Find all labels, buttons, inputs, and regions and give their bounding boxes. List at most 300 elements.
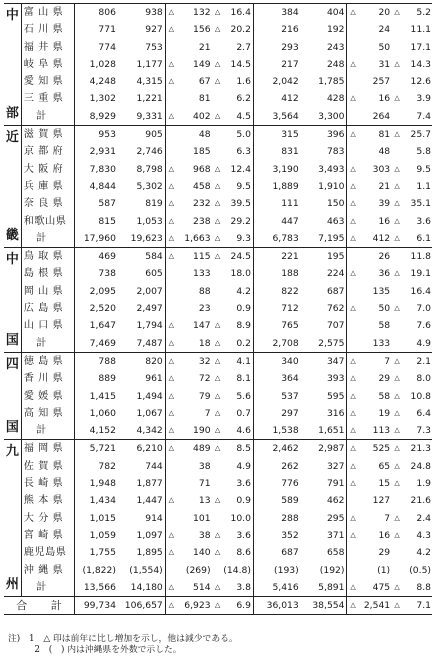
change-b-amount: 21 (378, 180, 391, 192)
increase-mark: △ (214, 59, 221, 68)
grand-total-row (4, 597, 432, 615)
value-b-previous: 707 (301, 317, 347, 334)
increase-mark (213, 562, 223, 579)
increase-mark: △ (394, 582, 400, 591)
prefecture-name: 宮 崎 県 (21, 527, 75, 544)
value-previous: 1,895 (118, 544, 165, 561)
change-b-rate: 3.6 (416, 215, 431, 227)
change-amount: 133 (193, 268, 211, 280)
value-current: 1,647 (89, 320, 116, 332)
change-rate: 5.6 (222, 388, 253, 405)
prefecture-name: 沖 縄 県 (21, 562, 75, 579)
change-amount: 514 (193, 581, 211, 593)
value-b-previous: 393 (301, 370, 347, 387)
value-previous: 4,342 (118, 422, 165, 440)
increase-mark: △ (394, 181, 400, 190)
increase-mark (347, 335, 358, 353)
value-b-previous: 396 (301, 126, 347, 144)
increase-mark: △ (350, 233, 356, 242)
prefecture-name: 岡 山 県 (21, 283, 75, 300)
table-row (4, 544, 432, 561)
value-b-previous: 3,300 (301, 108, 347, 126)
prefecture-name: 鳥 取 県 (21, 248, 75, 266)
increase-mark (165, 475, 176, 492)
change-amount: 21 (198, 41, 211, 53)
change-amount: 48 (176, 126, 213, 144)
increase-mark: △ (213, 440, 223, 458)
increase-mark: △ (394, 94, 400, 103)
change-b-rate: 7.6 (416, 320, 431, 332)
increase-mark: △ (392, 597, 402, 615)
value-current: 953 (75, 126, 118, 144)
prefecture-name: 愛 知 県 (21, 73, 75, 90)
region-label (4, 352, 21, 439)
increase-mark: △ (168, 77, 175, 86)
prefecture-name: 京 都 府 (21, 143, 75, 160)
increase-mark: △ (347, 4, 358, 22)
change-amount: 238 (193, 215, 211, 227)
value-b-previous: 347 (301, 352, 347, 370)
footnote-2: 2 ( ) 内は沖縄県を外数で示した。 (8, 645, 182, 655)
value-b-current: 293 (281, 41, 299, 53)
change-rate: 29.2 (222, 213, 253, 230)
value-b-current: 822 (281, 285, 299, 297)
increase-mark (213, 475, 223, 492)
increase-mark: △ (350, 164, 356, 173)
increase-mark: △ (392, 126, 402, 144)
value-current: 771 (98, 24, 116, 36)
value-b-previous: 1,651 (301, 422, 347, 440)
table-row (4, 300, 432, 317)
increase-mark: △ (168, 338, 175, 347)
change-b-rate: 1.1 (416, 180, 431, 192)
increase-mark: △ (168, 321, 175, 330)
value-b-previous: 371 (301, 527, 347, 544)
change-amount: 101 (193, 512, 211, 524)
value-b-current: 111 (281, 198, 299, 210)
change-rate: 4.6 (222, 422, 253, 440)
value-b-current: 765 (281, 320, 299, 332)
table-row (4, 265, 432, 282)
increase-mark: △ (350, 94, 356, 103)
change-b-rate: 4.9 (416, 337, 431, 349)
increase-mark: △ (168, 181, 175, 190)
value-previous: 2,497 (118, 300, 165, 317)
increase-mark (392, 562, 402, 579)
subtotal-row (4, 335, 432, 353)
value-current: 8,929 (89, 110, 116, 122)
table-row (4, 161, 432, 178)
increase-mark: △ (214, 216, 221, 225)
change-amount: 6,923 (176, 597, 213, 615)
value-b-current: 3,190 (272, 163, 299, 175)
change-b-rate: 8.8 (416, 581, 431, 593)
increase-mark: △ (168, 374, 175, 383)
change-amount: 402 (193, 110, 211, 122)
value-b-previous: 658 (301, 544, 347, 561)
change-b-rate: 10.8 (410, 390, 431, 402)
value-current: 1,059 (89, 529, 116, 541)
change-b-rate: 14.3 (410, 58, 431, 70)
value-previous: 1,494 (118, 388, 165, 405)
change-rate: 6.2 (222, 90, 253, 107)
change-rate: (14.8) (222, 562, 253, 579)
increase-mark: △ (350, 426, 356, 435)
value-current: 782 (98, 460, 116, 472)
change-b-rate: 11.8 (402, 248, 432, 266)
increase-mark: △ (394, 199, 400, 208)
change-b-rate: 6.1 (416, 232, 431, 244)
change-amount: 32 (176, 352, 213, 370)
value-b-previous: 791 (301, 475, 347, 492)
table-row (4, 440, 432, 458)
change-amount: 458 (193, 180, 211, 192)
table-row (4, 352, 432, 370)
increase-mark: △ (168, 530, 175, 539)
change-b-rate: 2.4 (416, 512, 431, 524)
increase-mark (165, 458, 176, 475)
increase-mark: △ (214, 233, 221, 242)
grand-total-label: 合 計 (4, 597, 75, 615)
change-rate: 5.0 (222, 126, 253, 144)
prefecture-name: 三 重 県 (21, 90, 75, 107)
increase-mark: △ (394, 374, 400, 383)
prefecture-name: 佐 賀 県 (21, 458, 75, 475)
value-current: 1,415 (89, 390, 116, 402)
increase-mark (165, 126, 176, 144)
change-b-rate: 25.7 (402, 126, 432, 144)
value-b-previous: 7,195 (301, 230, 347, 248)
change-b-amount: 7 (384, 512, 391, 524)
change-b-amount: 50 (378, 303, 391, 315)
change-b-rate: 4.2 (416, 547, 431, 559)
value-b-current: 537 (281, 390, 299, 402)
value-b-previous: 1,910 (301, 178, 347, 195)
change-amount: 115 (176, 248, 213, 266)
increase-mark: △ (214, 321, 221, 330)
value-current: (1,822) (82, 564, 116, 576)
value-previous: 927 (118, 21, 165, 38)
increase-mark (392, 544, 402, 561)
value-b-previous: 404 (301, 4, 347, 22)
region-char: 国 (5, 332, 19, 348)
increase-mark: △ (214, 426, 221, 435)
change-rate: 39.5 (222, 195, 253, 212)
change-b-amount: 525 (358, 440, 392, 458)
change-rate: 16.4 (222, 4, 253, 22)
change-rate: 4.9 (222, 458, 253, 475)
value-current: 2,095 (89, 285, 116, 297)
increase-mark (347, 73, 358, 90)
increase-mark: △ (394, 216, 400, 225)
increase-mark (213, 265, 223, 282)
table-row (4, 4, 432, 22)
change-rate: 8.9 (222, 317, 253, 334)
value-b-current: 412 (281, 93, 299, 105)
increase-mark: △ (214, 111, 221, 120)
change-amount: 1,663 (184, 232, 211, 244)
increase-mark: △ (168, 582, 175, 591)
table-row (4, 370, 432, 387)
increase-mark (347, 562, 358, 579)
subtotal-label: 計 (21, 579, 75, 597)
increase-mark: △ (350, 216, 356, 225)
value-b-current: 36,013 (253, 597, 300, 615)
subtotal-label: 計 (21, 108, 75, 126)
value-previous: 753 (118, 39, 165, 56)
change-rate: 1.6 (222, 73, 253, 90)
increase-mark: △ (350, 59, 356, 68)
increase-mark: △ (350, 408, 356, 417)
value-b-current: 589 (281, 495, 299, 507)
increase-mark: △ (350, 513, 356, 522)
increase-mark: △ (165, 440, 176, 458)
change-b-rate: 35.1 (410, 198, 431, 210)
change-amount: 72 (198, 373, 211, 385)
increase-mark (392, 492, 402, 509)
increase-mark: △ (350, 479, 356, 488)
table-row (4, 21, 432, 38)
increase-mark: △ (394, 408, 400, 417)
change-amount: 149 (193, 58, 211, 70)
table-row (4, 73, 432, 90)
value-b-previous: 150 (301, 195, 347, 212)
increase-mark: △ (394, 269, 400, 278)
region-label (4, 126, 21, 248)
region-label (4, 4, 21, 126)
subtotal-row (4, 230, 432, 248)
value-b-previous: 243 (301, 39, 347, 56)
value-previous: 6,210 (118, 440, 165, 458)
change-amount: 79 (198, 390, 211, 402)
table-row (4, 527, 432, 544)
value-previous: 820 (118, 352, 165, 370)
increase-mark: △ (394, 479, 400, 488)
region-char: 畿 (5, 227, 19, 243)
table-row (4, 283, 432, 300)
change-b-rate: 2.1 (402, 352, 432, 370)
increase-mark: △ (168, 408, 175, 417)
increase-mark: △ (347, 126, 358, 144)
value-b-previous: 595 (301, 388, 347, 405)
change-rate: 3.6 (222, 475, 253, 492)
value-b-current: 447 (281, 215, 299, 227)
region-char: 州 (5, 576, 19, 592)
subtotal-row (4, 579, 432, 597)
increase-mark: △ (350, 181, 356, 190)
table-row (4, 90, 432, 107)
value-b-previous: 327 (301, 458, 347, 475)
value-current: 1,948 (89, 478, 116, 490)
increase-mark: △ (394, 513, 400, 522)
prefecture-name: 香 川 県 (21, 370, 75, 387)
value-current: 1,060 (89, 407, 116, 419)
value-previous: 584 (118, 248, 165, 266)
change-amount: 38 (198, 529, 211, 541)
change-amount: 18 (198, 337, 211, 349)
change-rate: 8.5 (222, 440, 253, 458)
value-previous: 2,746 (118, 143, 165, 160)
increase-mark: △ (394, 530, 400, 539)
change-b-amount: 16 (378, 529, 391, 541)
prefecture-name: 島 根 県 (21, 265, 75, 282)
change-rate: 9.3 (222, 230, 253, 248)
value-b-current: 6,783 (272, 232, 299, 244)
increase-mark: △ (392, 352, 402, 370)
value-current: 5,721 (75, 440, 118, 458)
increase-mark: △ (165, 248, 176, 266)
increase-mark (213, 510, 223, 527)
increase-mark (347, 283, 358, 300)
change-amount: 185 (193, 146, 211, 158)
change-b-amount: 133 (372, 337, 391, 349)
value-b-current: 5,416 (272, 581, 299, 593)
prefecture-name: 岐 阜 県 (21, 56, 75, 73)
value-previous: (1,554) (118, 562, 165, 579)
change-amount: 88 (198, 285, 211, 297)
value-b-previous: 38,554 (301, 597, 347, 615)
statistics-table (4, 3, 432, 615)
value-b-current: 2,462 (253, 440, 300, 458)
change-b-rate: 8.0 (416, 373, 431, 385)
increase-mark (392, 21, 402, 38)
change-amount: 968 (193, 163, 211, 175)
value-previous: 1,053 (118, 213, 165, 230)
value-current: 889 (98, 373, 116, 385)
change-b-rate: 11.1 (410, 24, 431, 36)
increase-mark: △ (350, 530, 356, 539)
increase-mark: △ (394, 233, 400, 242)
increase-mark: △ (213, 248, 223, 266)
footnote-1: 注) 1 △ 印は前年に比し増加を示し，他は減少である。 (8, 634, 238, 644)
change-b-amount: 16 (378, 215, 391, 227)
value-b-previous: 428 (301, 90, 347, 107)
change-rate: 2.7 (222, 39, 253, 56)
increase-mark (347, 143, 358, 160)
increase-mark: △ (350, 199, 356, 208)
value-previous: 19,623 (118, 230, 165, 248)
increase-mark: △ (168, 164, 175, 173)
value-current: 806 (75, 4, 118, 22)
change-b-rate: 3.9 (416, 93, 431, 105)
change-amount: 190 (193, 425, 211, 437)
change-amount: 13 (198, 495, 211, 507)
region-char: 中 (5, 252, 19, 268)
increase-mark (165, 283, 176, 300)
increase-mark: △ (168, 59, 175, 68)
increase-mark (213, 283, 223, 300)
change-b-amount: 58 (378, 390, 391, 402)
increase-mark (165, 265, 176, 282)
increase-mark: △ (214, 338, 221, 347)
increase-mark: △ (168, 391, 175, 400)
change-b-amount: 412 (372, 232, 391, 244)
value-b-previous: 1,785 (301, 73, 347, 90)
change-b-rate: (0.5) (409, 564, 431, 576)
value-current: 788 (75, 352, 118, 370)
change-b-rate: 16.4 (410, 285, 431, 297)
change-rate: 0.9 (222, 300, 253, 317)
change-b-rate: 7.4 (416, 110, 431, 122)
value-b-previous: 3,493 (301, 161, 347, 178)
increase-mark (213, 143, 223, 160)
value-previous: 2,007 (118, 283, 165, 300)
change-rate: 3.6 (222, 527, 253, 544)
prefecture-name: 愛 媛 県 (21, 388, 75, 405)
table-row (4, 195, 432, 212)
change-b-amount: 39 (378, 198, 391, 210)
change-b-amount: 127 (372, 495, 391, 507)
increase-mark: △ (394, 461, 400, 470)
increase-mark: △ (168, 548, 175, 557)
change-b-rate: 12.6 (410, 76, 431, 88)
change-rate: 4.2 (222, 283, 253, 300)
change-b-amount: 48 (378, 146, 391, 158)
increase-mark (392, 73, 402, 90)
increase-mark: △ (214, 25, 221, 34)
value-previous: 961 (118, 370, 165, 387)
change-rate: 14.5 (222, 56, 253, 73)
increase-mark (392, 39, 402, 56)
increase-mark: △ (168, 111, 175, 120)
prefecture-name: 福 井 県 (21, 39, 75, 56)
value-b-previous: 687 (301, 283, 347, 300)
increase-mark: △ (394, 164, 400, 173)
subtotal-row (4, 422, 432, 440)
prefecture-name: 石 川 県 (21, 21, 75, 38)
increase-mark: △ (214, 391, 221, 400)
table-row (4, 317, 432, 334)
value-previous: 819 (118, 195, 165, 212)
value-current: 1,755 (89, 547, 116, 559)
increase-mark (165, 562, 176, 579)
prefecture-name: 福 岡 県 (21, 440, 75, 458)
increase-mark: △ (350, 269, 356, 278)
value-previous: 9,331 (118, 108, 165, 126)
change-b-rate: 19.1 (410, 268, 431, 280)
increase-mark (165, 510, 176, 527)
increase-mark: △ (347, 440, 358, 458)
value-previous: 14,180 (118, 579, 165, 597)
prefecture-name: 鹿児島県 (21, 544, 75, 561)
change-rate: 18.0 (222, 265, 253, 282)
prefecture-name: 滋 賀 県 (21, 126, 75, 144)
value-b-current: 315 (253, 126, 300, 144)
value-previous: 605 (118, 265, 165, 282)
increase-mark: △ (347, 352, 358, 370)
table-row (4, 213, 432, 230)
table-row (4, 458, 432, 475)
increase-mark: △ (350, 582, 356, 591)
increase-mark: △ (214, 496, 221, 505)
value-current: 7,830 (89, 163, 116, 175)
increase-mark: △ (165, 597, 176, 615)
increase-mark: △ (394, 426, 400, 435)
value-previous: 1,877 (118, 475, 165, 492)
value-b-previous: 2,575 (301, 335, 347, 353)
increase-mark: △ (350, 461, 356, 470)
table-row (4, 39, 432, 56)
increase-mark: △ (394, 304, 400, 313)
increase-mark: △ (165, 352, 176, 370)
increase-mark (213, 126, 223, 144)
value-current: 4,844 (89, 180, 116, 192)
value-b-previous: 783 (301, 143, 347, 160)
change-b-rate: 17.1 (410, 41, 431, 53)
value-b-current: 352 (281, 529, 299, 541)
value-b-previous: 2,987 (301, 440, 347, 458)
prefecture-name: 大 阪 府 (21, 161, 75, 178)
